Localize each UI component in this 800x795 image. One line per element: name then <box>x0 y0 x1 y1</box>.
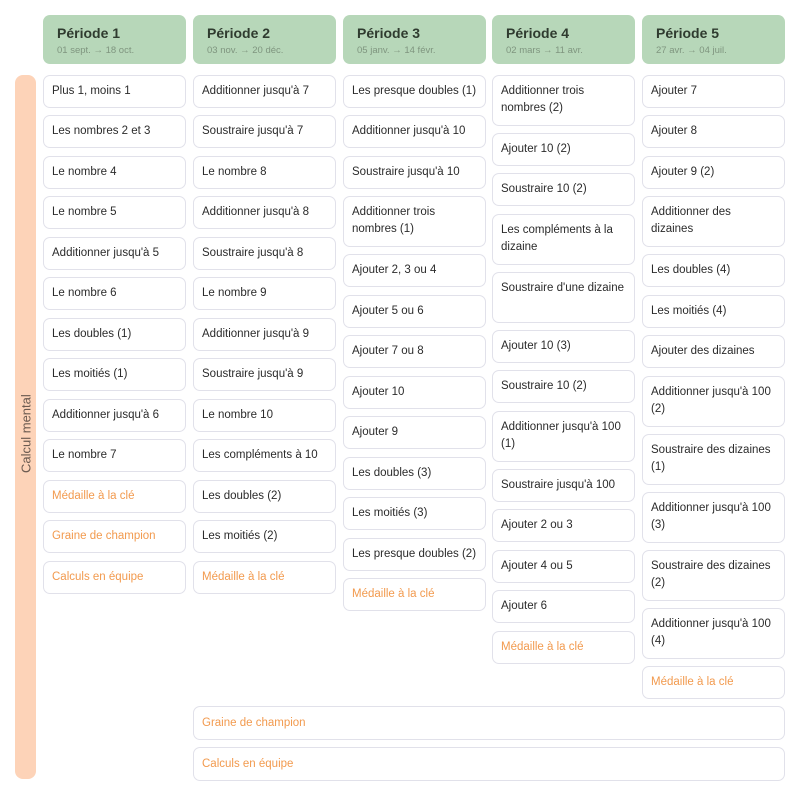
lesson-card[interactable] <box>642 666 785 699</box>
lesson-card[interactable] <box>343 295 486 328</box>
lesson-card[interactable] <box>343 376 486 409</box>
lesson-card[interactable] <box>343 254 486 287</box>
lesson-card[interactable] <box>43 358 186 391</box>
lesson-label: Plus 1, moins 1 <box>52 85 131 97</box>
lesson-card[interactable] <box>193 277 336 310</box>
lesson-label: Ajouter 10 <box>352 386 405 398</box>
lesson-card[interactable] <box>193 439 336 472</box>
lesson-card[interactable] <box>492 173 635 206</box>
lesson-label: Les doubles (4) <box>651 264 731 276</box>
lesson-card[interactable] <box>492 75 635 126</box>
period-header-1 <box>43 15 186 64</box>
lesson-label: Les compléments à 10 <box>202 449 318 461</box>
lesson-label: Ajouter 4 ou 5 <box>501 560 573 572</box>
lesson-card[interactable] <box>343 115 486 148</box>
lesson-label: Le nombre 4 <box>52 166 117 178</box>
period-header-5 <box>642 15 785 64</box>
lesson-label: Le nombre 6 <box>52 287 117 299</box>
period-dates: 03 nov. → 20 déc. <box>207 45 284 56</box>
period-title: Période 2 <box>207 25 271 41</box>
lesson-card[interactable] <box>642 295 785 328</box>
lesson-card[interactable] <box>193 399 336 432</box>
lesson-label: Soustraire jusqu'à 8 <box>202 247 304 259</box>
lesson-label: Additionner des dizaines <box>651 206 731 235</box>
lesson-label: Soustraire 10 (2) <box>501 380 587 392</box>
lesson-label: Additionner jusqu'à 6 <box>52 409 160 421</box>
lesson-card[interactable] <box>343 457 486 490</box>
lesson-card[interactable] <box>193 358 336 391</box>
spanning-card-graine[interactable]: Graine de champion <box>193 706 785 740</box>
lesson-card[interactable] <box>492 214 635 265</box>
lesson-label: Ajouter 10 (3) <box>501 340 571 352</box>
lesson-label: Soustraire jusqu'à 7 <box>202 125 304 137</box>
lesson-label: Ajouter 2, 3 ou 4 <box>352 264 437 276</box>
lesson-label: Le nombre 7 <box>52 449 117 461</box>
lesson-label: Soustraire jusqu'à 100 <box>501 479 616 491</box>
domain-label: Calcul mental <box>18 394 34 473</box>
lesson-card[interactable] <box>43 156 186 189</box>
lesson-label: Les presque doubles (1) <box>352 85 477 97</box>
lesson-label: Ajouter 10 (2) <box>501 143 571 155</box>
lesson-label: Additionner jusqu'à 10 <box>352 125 466 137</box>
lesson-card[interactable] <box>193 318 336 351</box>
lesson-label: Additionner jusqu'à 100 (2) <box>651 386 771 415</box>
period-title: Période 4 <box>506 25 570 41</box>
lesson-card[interactable] <box>492 370 635 403</box>
lesson-label: Les doubles (3) <box>352 467 432 479</box>
lesson-label: Soustraire des dizaines (2) <box>651 560 771 589</box>
spanning-card-calculs[interactable]: Calculs en équipe <box>193 747 785 781</box>
lesson-card[interactable] <box>43 75 186 108</box>
lesson-label: Additionner trois nombres (1) <box>352 206 436 235</box>
lesson-card[interactable] <box>642 608 785 659</box>
lesson-label: Additionner jusqu'à 7 <box>202 85 310 97</box>
lesson-label: Additionner jusqu'à 8 <box>202 206 310 218</box>
lesson-label: Les nombres 2 et 3 <box>52 125 151 137</box>
period-dates: 05 janv. → 14 févr. <box>357 45 436 56</box>
lesson-card[interactable] <box>43 237 186 270</box>
lesson-card[interactable] <box>492 411 635 462</box>
lesson-label: Médaille à la clé <box>352 588 435 600</box>
lesson-label: Calculs en équipe <box>52 571 144 583</box>
lesson-card[interactable] <box>343 416 486 449</box>
lesson-card[interactable] <box>43 561 186 594</box>
lesson-label: Les moitiés (1) <box>52 368 128 380</box>
lesson-label: Médaille à la clé <box>501 641 584 653</box>
lesson-label: Les moitiés (3) <box>352 507 428 519</box>
lesson-label: Le nombre 8 <box>202 166 267 178</box>
lesson-card[interactable] <box>642 376 785 427</box>
lesson-label: Médaille à la clé <box>52 490 135 502</box>
lesson-label: Le nombre 9 <box>202 287 267 299</box>
lesson-label: Graine de champion <box>52 530 156 542</box>
lesson-card[interactable] <box>43 480 186 513</box>
period-title: Période 5 <box>656 25 720 41</box>
lesson-card[interactable] <box>193 237 336 270</box>
lesson-label: Soustraire jusqu'à 10 <box>352 166 460 178</box>
period-header-4 <box>492 15 635 64</box>
lesson-card[interactable] <box>193 156 336 189</box>
lesson-label: Additionner trois nombres (2) <box>501 85 585 114</box>
lesson-card[interactable] <box>642 196 785 247</box>
period-title: Période 1 <box>57 25 121 41</box>
period-dates: 01 sept. → 18 oct. <box>57 45 135 56</box>
period-title: Période 3 <box>357 25 421 41</box>
lesson-label: Soustraire 10 (2) <box>501 183 587 195</box>
lesson-card[interactable] <box>492 590 635 623</box>
lesson-label: Les moitiés (2) <box>202 530 278 542</box>
lesson-card[interactable] <box>492 272 635 323</box>
lesson-label: Ajouter des dizaines <box>651 345 755 357</box>
lesson-card[interactable] <box>642 434 785 485</box>
lesson-label: Ajouter 7 ou 8 <box>352 345 424 357</box>
lesson-label: Additionner jusqu'à 100 (3) <box>651 502 771 531</box>
period-header-3 <box>343 15 486 64</box>
lesson-label: Ajouter 9 <box>352 426 399 438</box>
lesson-label: Médaille à la clé <box>202 571 285 583</box>
lesson-card[interactable] <box>43 318 186 351</box>
lesson-card[interactable] <box>492 631 635 664</box>
lesson-label: Ajouter 5 ou 6 <box>352 305 424 317</box>
lesson-card[interactable] <box>642 75 785 108</box>
lesson-label: Soustraire jusqu'à 9 <box>202 368 304 380</box>
lesson-card[interactable] <box>492 469 635 502</box>
lesson-label: Médaille à la clé <box>651 676 734 688</box>
lesson-label: Additionner jusqu'à 100 (1) <box>501 421 621 450</box>
lesson-label: Ajouter 6 <box>501 600 548 612</box>
lesson-label: Additionner jusqu'à 100 (4) <box>651 618 771 647</box>
lesson-card[interactable] <box>343 538 486 571</box>
lesson-card[interactable] <box>43 439 186 472</box>
lesson-label: Additionner jusqu'à 5 <box>52 247 160 259</box>
lesson-card[interactable] <box>343 497 486 530</box>
lesson-card[interactable] <box>642 335 785 368</box>
period-dates: 02 mars → 11 avr. <box>506 45 583 56</box>
lesson-label: Ajouter 8 <box>651 125 698 137</box>
lesson-label: Ajouter 2 ou 3 <box>501 519 573 531</box>
lesson-card[interactable] <box>642 156 785 189</box>
lesson-label: Soustraire des dizaines (1) <box>651 444 771 473</box>
lesson-card[interactable] <box>642 115 785 148</box>
lesson-label: Ajouter 9 (2) <box>651 166 715 178</box>
lesson-card[interactable] <box>193 561 336 594</box>
lesson-label: Les moitiés (4) <box>651 305 727 317</box>
lesson-card[interactable] <box>492 330 635 363</box>
lesson-card[interactable] <box>492 550 635 583</box>
lesson-card[interactable] <box>43 277 186 310</box>
lesson-label: Les compléments à la dizaine <box>501 224 613 253</box>
lesson-card[interactable] <box>642 254 785 287</box>
lesson-card[interactable] <box>43 115 186 148</box>
lesson-card[interactable] <box>642 492 785 543</box>
lesson-card[interactable] <box>343 196 486 247</box>
lesson-label: Soustraire d'une dizaine <box>501 282 625 294</box>
lesson-card[interactable] <box>492 509 635 542</box>
lesson-card[interactable] <box>642 550 785 601</box>
lesson-card[interactable] <box>193 196 336 229</box>
lesson-card[interactable] <box>343 335 486 368</box>
lesson-card[interactable] <box>43 196 186 229</box>
lesson-card[interactable] <box>193 75 336 108</box>
lesson-card[interactable] <box>492 133 635 166</box>
period-dates: 27 avr. → 04 juil. <box>656 45 727 56</box>
lesson-card[interactable] <box>193 115 336 148</box>
lesson-card[interactable] <box>343 156 486 189</box>
lesson-card[interactable] <box>43 399 186 432</box>
lesson-card[interactable] <box>193 520 336 553</box>
lesson-label: Les doubles (1) <box>52 328 132 340</box>
lesson-label: Le nombre 5 <box>52 206 117 218</box>
lesson-card[interactable] <box>343 578 486 611</box>
lesson-card[interactable] <box>43 520 186 553</box>
lesson-card[interactable] <box>193 480 336 513</box>
lesson-label: Les doubles (2) <box>202 490 282 502</box>
lesson-label: Les presque doubles (2) <box>352 548 477 560</box>
lesson-label: Le nombre 10 <box>202 409 273 421</box>
period-header-2 <box>193 15 336 64</box>
lesson-label: Ajouter 7 <box>651 85 698 97</box>
lesson-label: Additionner jusqu'à 9 <box>202 328 310 340</box>
lesson-card[interactable] <box>343 75 486 108</box>
